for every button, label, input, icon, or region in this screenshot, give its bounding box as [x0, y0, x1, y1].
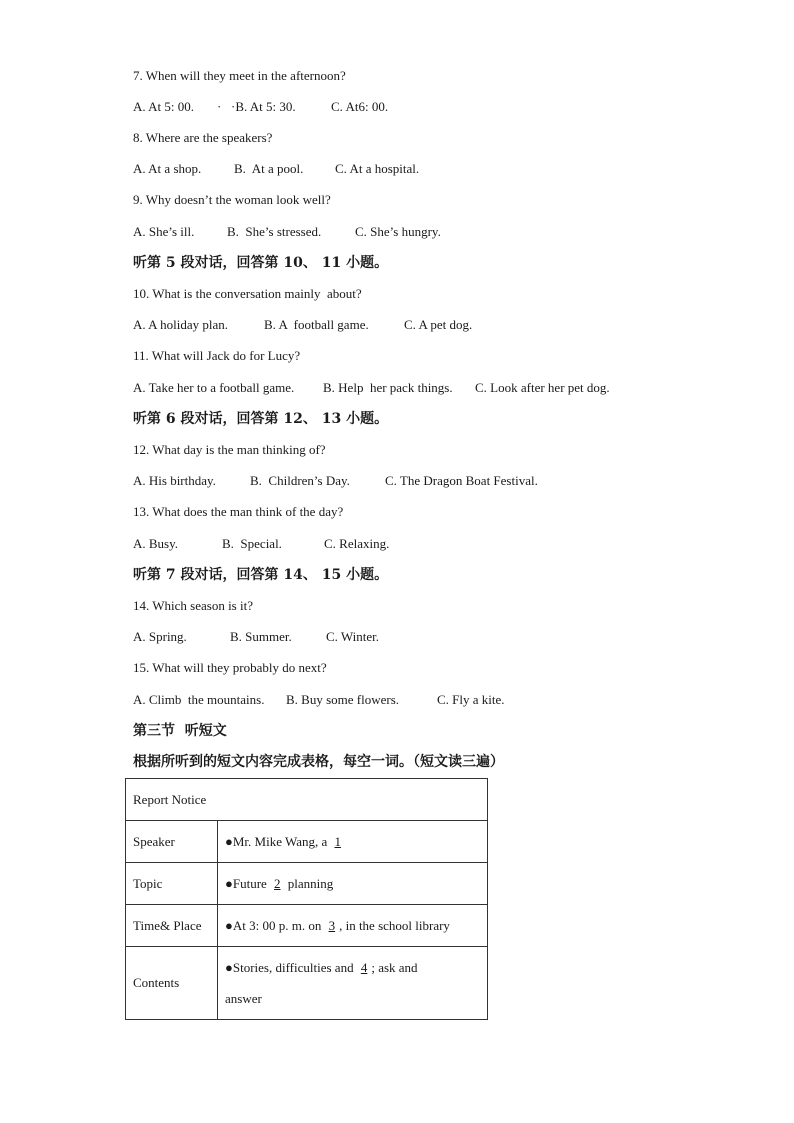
heading-dialogue-5: 听第 5 段对话，回答第 10、 11 小题。: [133, 255, 389, 271]
option-13c: C. Relaxing.: [324, 536, 390, 551]
blank-4: 4: [360, 960, 368, 975]
question-13: 13. What does the man think of the day?: [133, 504, 344, 519]
value-text-after: ; ask and: [371, 960, 418, 975]
question-7: 7. When will they meet in the afternoon?: [133, 68, 346, 83]
option-8b: B. At a pool.: [234, 161, 304, 176]
option-9a: A. She’s ill.: [133, 224, 195, 239]
option-12b: B. Children’s Day.: [250, 473, 350, 488]
table-row: [126, 821, 488, 863]
options-12: [133, 473, 733, 489]
option-15b: B. Buy some flowers.: [286, 692, 400, 707]
option-7a: A. At 5: 00.: [133, 99, 195, 114]
value-text: ●Future: [225, 875, 271, 891]
option-15a: A. Climb the mountains.: [133, 692, 265, 707]
question-11: 11. What will Jack do for Lucy?: [133, 348, 301, 363]
row-label-speaker: Speaker: [126, 821, 218, 863]
value-text: ●At 3: 00 p. m. on: [225, 917, 325, 933]
blank-3: 3: [328, 917, 336, 933]
option-13a: A. Busy.: [133, 536, 179, 551]
blank-1: 1: [334, 833, 341, 849]
options-14: [133, 629, 733, 645]
options-15: [133, 692, 733, 708]
row-value-topic: [218, 863, 488, 905]
option-14c: C. Winter.: [326, 629, 380, 644]
option-13b: B. Special.: [222, 536, 282, 551]
options-7: [133, 99, 733, 115]
value-text: ●Mr. Mike Wang, a: [225, 833, 331, 849]
question-15: 15. What will they probably do next?: [133, 660, 327, 675]
question-10: 10. What is the conversation mainly about?: [133, 286, 362, 301]
option-15c: C. Fly a kite.: [437, 692, 505, 707]
options-9: [133, 224, 733, 240]
options-10: [133, 317, 733, 333]
table-row: [126, 863, 488, 905]
table-title-row: [126, 779, 488, 821]
heading-part-3: 第三节 听短文: [133, 723, 227, 739]
stray-mark: ·: [217, 99, 222, 114]
option-11a: A. Take her to a football game.: [133, 380, 295, 395]
option-8c: C. At a hospital.: [335, 161, 420, 176]
heading-dialogue-6: 听第 6 段对话，回答第 12、 13 小题。: [133, 411, 389, 427]
row-value-time-place: [218, 905, 488, 947]
option-7c: C. At6: 00.: [331, 99, 389, 114]
option-14b: B. Summer.: [230, 629, 292, 644]
option-14a: A. Spring.: [133, 629, 187, 644]
options-13: [133, 536, 733, 552]
options-11: [133, 380, 733, 396]
option-10c: C. A pet dog.: [404, 317, 473, 332]
row-value-contents: [218, 947, 488, 1020]
value-text-after: , in the school library: [339, 917, 450, 933]
table-title: Report Notice: [126, 779, 488, 821]
question-9: 9. Why doesn’t the woman look well?: [133, 192, 331, 207]
instruction: 根据所听到的短文内容完成表格，每空一词。（短文读三遍）: [133, 754, 504, 770]
options-8: [133, 161, 733, 177]
option-11c: C. Look after her pet dog.: [475, 380, 610, 395]
option-10a: A. A holiday plan.: [133, 317, 228, 332]
option-8a: A. At a shop.: [133, 161, 202, 176]
value-text-after: planning: [284, 875, 334, 891]
option-12a: A. His birthday.: [133, 473, 216, 488]
option-9b: B. She’s stressed.: [227, 224, 322, 239]
row-value-speaker: [218, 821, 488, 863]
value-text-line-2: answer: [225, 991, 262, 1006]
question-12: 12. What day is the man thinking of?: [133, 442, 326, 457]
row-label-topic: Topic: [126, 863, 218, 905]
report-notice-table: [125, 778, 488, 1020]
row-label-contents: Contents: [126, 947, 218, 1020]
option-10b: B. A football game.: [264, 317, 369, 332]
table-row: [126, 905, 488, 947]
option-9c: C. She’s hungry.: [355, 224, 441, 239]
table-row: [126, 947, 488, 1020]
blank-2: 2: [274, 875, 281, 891]
heading-dialogue-7: 听第 7 段对话，回答第 14、 15 小题。: [133, 567, 389, 583]
question-14: 14. Which season is it?: [133, 598, 253, 613]
question-8: 8. Where are the speakers?: [133, 130, 273, 145]
option-12c: C. The Dragon Boat Festival.: [385, 473, 538, 488]
option-11b: B. Help her pack things.: [323, 380, 453, 395]
option-7b: ·B. At 5: 30.: [231, 99, 296, 114]
value-text: ●Stories, difficulties and: [225, 960, 357, 975]
row-label-time-place: Time& Place: [126, 905, 218, 947]
